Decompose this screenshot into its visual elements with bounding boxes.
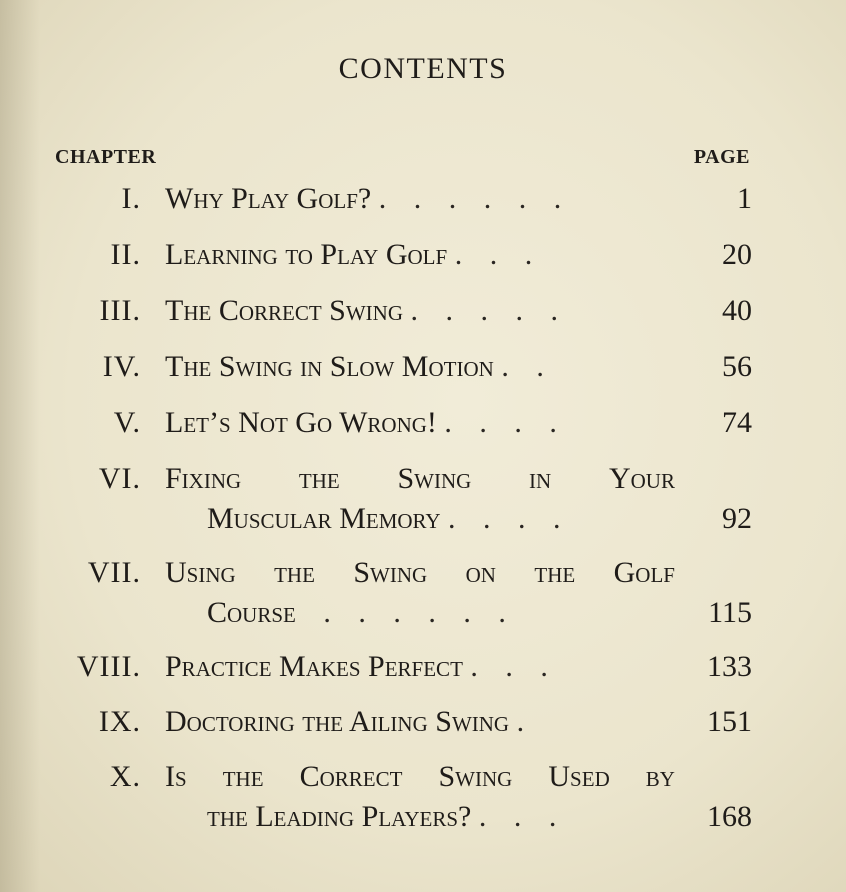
title-word: Fixing: [165, 462, 242, 495]
page-title: CONTENTS: [338, 52, 508, 85]
chapter-title: Let’s Not Go Wrong!: [165, 406, 437, 439]
title-word: in: [529, 462, 552, 495]
chapter-number: IX.: [98, 705, 141, 738]
chapter-title: Course: [207, 596, 296, 629]
title-word: Swing: [397, 462, 472, 495]
chapter-title-line: [165, 462, 675, 496]
page-number: 151: [707, 705, 752, 738]
title-word: the: [298, 462, 340, 495]
title-word: the: [274, 556, 315, 589]
chapter-title-line: [165, 406, 675, 440]
chapter-number: VIII.: [76, 650, 141, 683]
page-number: 115: [708, 596, 752, 629]
chapter-number: IV.: [102, 350, 141, 383]
page-number: 56: [722, 350, 752, 383]
chapter-title-line: [165, 556, 675, 590]
chapter-title-line: [165, 650, 675, 684]
title-word: Used: [548, 760, 610, 793]
chapter-title-line: [165, 760, 675, 794]
chapter-number: VI.: [98, 462, 141, 495]
title-word: Is: [165, 760, 187, 793]
chapter-title-line: [207, 800, 675, 834]
page-number: 1: [737, 182, 752, 215]
chapter-title: Practice Makes Perfect: [165, 650, 463, 683]
chapter-title-line: [165, 238, 675, 272]
title-word: on: [465, 556, 496, 589]
page-column-header: PAGE: [693, 146, 750, 168]
leader-dots: . .: [501, 350, 554, 383]
page-number: 92: [722, 502, 752, 535]
leader-dots: . . . .: [444, 406, 567, 439]
chapter-title: Learning to Play Golf: [165, 238, 448, 271]
leader-dots: . . . .: [448, 502, 571, 535]
title-word: Swing: [353, 556, 428, 589]
chapter-title-line: [207, 596, 675, 630]
page-number: 74: [722, 406, 752, 439]
chapter-title-line: [165, 294, 675, 328]
title-word: Swing: [438, 760, 513, 793]
title-word: the: [222, 760, 264, 793]
chapter-number: VII.: [87, 556, 141, 589]
chapter-column-header: CHAPTER: [55, 146, 157, 168]
title-word: Correct: [299, 760, 403, 793]
leader-dots: . . .: [478, 800, 567, 833]
title-word: by: [645, 760, 675, 793]
title-word: Using: [165, 556, 236, 589]
chapter-title-line: [165, 182, 675, 216]
chapter-title-line: [165, 350, 675, 384]
leader-dots: . . . . .: [410, 294, 568, 327]
chapter-title: the Leading Players?: [207, 800, 472, 833]
title-word: Your: [608, 462, 675, 495]
leader-dots: . . .: [454, 238, 543, 271]
chapter-number: II.: [110, 238, 141, 271]
chapter-number: V.: [113, 406, 141, 439]
chapter-title: Why Play Golf?: [165, 182, 372, 215]
page-edge-shadow: [0, 0, 40, 892]
chapter-number: X.: [109, 760, 141, 793]
chapter-title: The Swing in Slow Motion: [165, 350, 494, 383]
chapter-title: The Correct Swing: [165, 294, 403, 327]
leader-dots: . . . . . .: [378, 182, 572, 215]
title-word: Golf: [613, 556, 675, 589]
page-number: 133: [707, 650, 752, 683]
chapter-title: Doctoring the Ailing Swing: [165, 705, 510, 738]
chapter-number: III.: [99, 294, 141, 327]
title-word: the: [534, 556, 576, 589]
page-number: 168: [707, 800, 752, 833]
page-number: 20: [722, 238, 752, 271]
leader-dots: . . . . . .: [323, 596, 516, 629]
chapter-title-line: [207, 502, 675, 536]
chapter-number: I.: [121, 182, 141, 215]
page-number: 40: [722, 294, 752, 327]
chapter-title: Muscular Memory: [207, 502, 441, 535]
leader-dots: . . .: [470, 650, 558, 683]
chapter-title-line: [165, 705, 675, 739]
leader-dots: .: [516, 705, 535, 738]
